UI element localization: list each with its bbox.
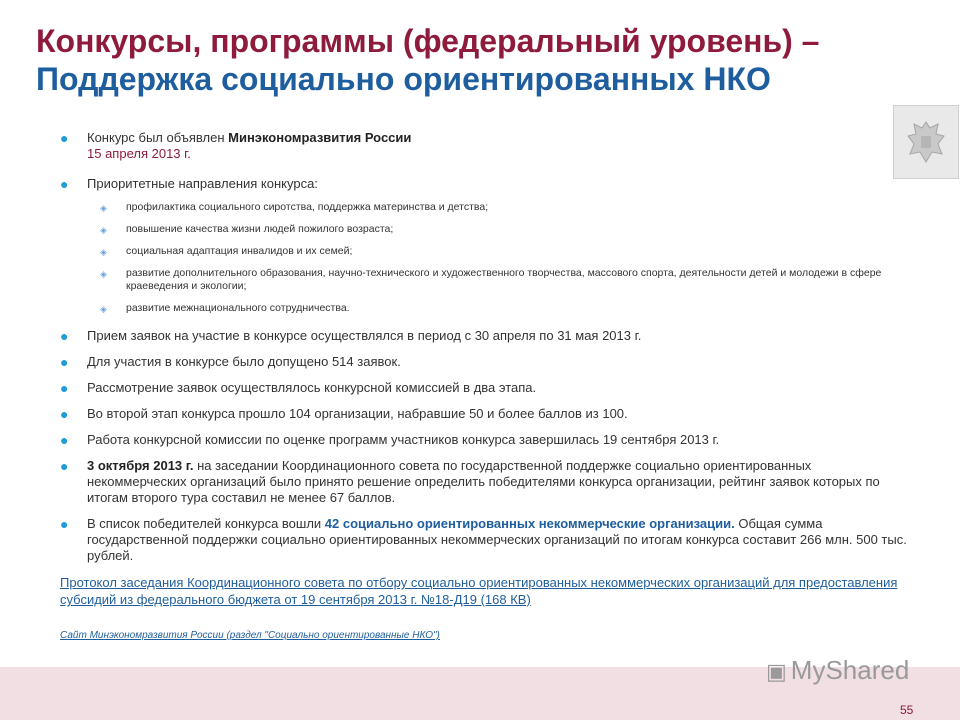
list-item: ● Конкурс был объявлен Минэкономразвития России 15 апреля 2013 г. — [60, 130, 412, 161]
diamond-bullet-icon: ◈ — [100, 225, 107, 235]
bullet-icon: ● — [60, 380, 69, 396]
sub-list-item: ◈ социальная адаптация инвалидов и их семей; — [100, 245, 353, 257]
bullet-icon: ● — [60, 458, 69, 474]
protocol-link[interactable]: Протокол заседания Координационного совета по отбору социально ориентированных некоммерческих организаций для предоставления субсидий из федерального бюджета от 19 сентября 2013 г. №18-Д19 (168 КВ) — [60, 575, 898, 607]
bullet-icon: ● — [60, 328, 69, 344]
bullet-icon: ● — [60, 432, 69, 448]
watermark: ▣ MyShared — [766, 655, 910, 685]
sub-list-item: ◈ развитие дополнительного образования, научно-технического и художественного творчества, массового спорта, деятельности детей и молодежи в сфере краеведения и экологии; — [100, 267, 882, 292]
watermark-icon: ▣ — [766, 659, 787, 684]
bullet-icon: ● — [60, 130, 69, 146]
sub-list-item: ◈ профилактика социального сиротства, поддержка материнства и детства; — [100, 201, 489, 213]
diamond-bullet-icon: ◈ — [100, 304, 107, 314]
priority-sublist — [60, 201, 910, 315]
sub-list-item: ◈ развитие межнационального сотрудничества. — [100, 302, 350, 314]
title-line-1: Конкурсы, программы (федеральный уровень) – — [36, 23, 820, 59]
bullet-icon: ● — [60, 406, 69, 422]
diamond-bullet-icon: ◈ — [100, 269, 107, 279]
list-item: ● Приоритетные направления конкурса: — [60, 176, 318, 192]
title-line-2: Поддержка социально ориентированных НКО — [36, 61, 771, 97]
bullet-icon: ● — [60, 354, 69, 370]
ministry-site-link[interactable]: Сайт Минэкономразвития России (раздел "Социально ориентированные НКО") — [60, 630, 440, 641]
list-item: ● 3 октября 2013 г. на заседании Координационного совета по государственной поддержке социально ориентированных некоммерческих организаций было принято решение определить победителями конкурса организации, рейтинг заявок которых по итогам второго тура составил не менее 67 баллов. — [60, 458, 880, 505]
slide-content — [60, 130, 910, 641]
slide-title — [36, 22, 960, 98]
list-item: ● Прием заявок на участие в конкурсе осуществлялся в период с 30 апреля по 31 мая 2013 г. — [60, 328, 642, 344]
page-number: 55 — [900, 703, 914, 717]
sub-list-item: ◈ повышение качества жизни людей пожилого возраста; — [100, 223, 394, 235]
list-item: ● Рассмотрение заявок осуществлялось конкурсной комиссией в два этапа. — [60, 380, 537, 396]
list-item: ● Работа конкурсной комиссии по оценке программ участников конкурса завершилась 19 сентября 2013 г. — [60, 432, 720, 448]
diamond-bullet-icon: ◈ — [100, 203, 107, 213]
decision-date: 3 октября 2013 г. — [87, 458, 194, 473]
list-item: ● Во второй этап конкурса прошло 104 организации, набравшие 50 и более баллов из 100. — [60, 406, 628, 422]
list-item: ● Для участия в конкурсе было допущено 514 заявок. — [60, 354, 401, 370]
winners-count: 42 социально ориентированных некоммерческие организации. — [324, 516, 735, 531]
bullet-icon: ● — [60, 176, 69, 192]
diamond-bullet-icon: ◈ — [100, 247, 107, 257]
announce-date: 15 апреля 2013 г. — [87, 146, 191, 161]
list-item: ● В список победителей конкурса вошли 42 социально ориентированных некоммерческие организации. Общая сумма государственной поддержки социально ориентированных некоммерческих организаций по итогам конкурса составит 266 млн. 500 тыс. рублей. — [60, 516, 907, 563]
bullet-icon: ● — [60, 516, 69, 532]
